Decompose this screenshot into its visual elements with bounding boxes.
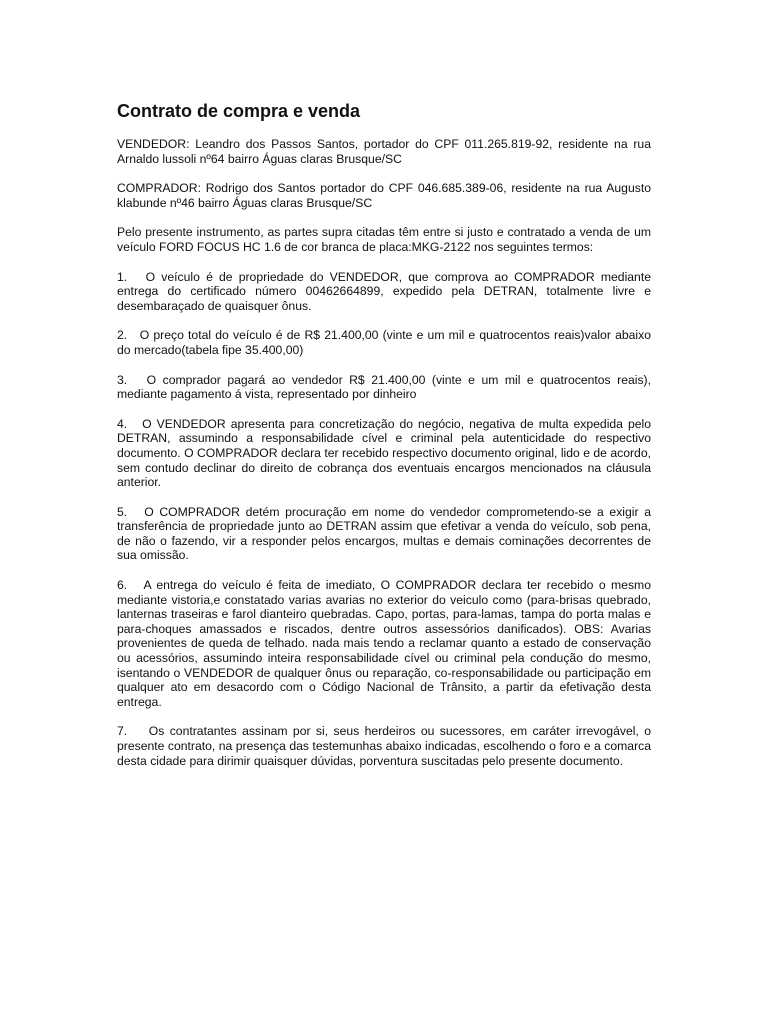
clause-2 — [117, 328, 651, 357]
clause-number: 2. — [117, 328, 128, 343]
clause-text: O preço total do veículo é de R$ 21.400,00 (vinte e um mil e quatrocentos reais)valor abaixo do mercado(tabela fipe 35.400,00) — [117, 328, 651, 357]
clause-text: O comprador pagará ao vendedor R$ 21.400,00 (vinte e um mil e quatrocentos reais), mediante pagamento á vista, representado por dinheiro — [117, 372, 651, 402]
clause-number: 3. — [117, 372, 128, 387]
clause-number: 4. — [117, 416, 128, 431]
document-title: Contrato de compra e venda — [117, 101, 361, 121]
clause-number: 1. — [117, 269, 128, 284]
clause-text: O veículo é de propriedade do VENDEDOR, que comprova ao COMPRADOR mediante entrega do certificado número 00462664899, expedido pela DETRAN, totalmente livre e desembaraçado de quaisquer ônus. — [117, 269, 651, 313]
clause-number: 5. — [117, 504, 128, 519]
clause-3 — [117, 373, 651, 402]
seller-paragraph: VENDEDOR: Leandro dos Passos Santos, portador do CPF 011.265.819-92, residente na rua Arnaldo lussoli nº64 bairro Águas claras Brusque/SC — [117, 137, 651, 166]
clause-4 — [117, 417, 651, 490]
clause-7 — [117, 724, 651, 768]
clause-number: 6. — [117, 578, 128, 593]
clause-6 — [117, 578, 651, 709]
clause-text: Os contratantes assinam por si, seus herdeiros ou sucessores, em caráter irrevogável, o presente contrato, na presença das testemunhas abaixo indicadas, escolhendo o foro e a comarca desta cidade para dirimir quaisquer dúvidas, porventura suscitadas pelo presente documento. — [117, 724, 651, 768]
clause-text: O COMPRADOR detém procuração em nome do vendedor comprometendo-se a exigir a transferência de propriedade junto ao DETRAN assim que efetivar a venda do veículo, sob pena, de não o fazendo, vir a responder pelos encargos, multas e demais cominações decorrentes de sua omissão. — [117, 504, 651, 563]
buyer-paragraph: COMPRADOR: Rodrigo dos Santos portador do CPF 046.685.389-06, residente na rua Augusto klabunde nº46 bairro Águas claras Brusque/SC — [117, 181, 651, 210]
clause-1 — [117, 270, 651, 314]
contract-page — [117, 100, 651, 783]
clause-5 — [117, 505, 651, 563]
intro-paragraph: Pelo presente instrumento, as partes supra citadas têm entre si justo e contratado a venda de um veículo FORD FOCUS HC 1.6 de cor branca de placa:MKG-2122 nos seguintes termos: — [117, 225, 651, 254]
clause-text: O VENDEDOR apresenta para concretização do negócio, negativa de multa expedida pelo DETRAN, assumindo a responsabilidade cível e criminal pela autenticidade do respectivo documento. O COMPRADOR declara ter recebido respectivo documento original, lido e de acordo, sem contudo declinar do direito de cobrança dos eventuais encargos mencionados na cláusula anterior. — [117, 416, 651, 490]
clause-number: 7. — [117, 724, 128, 739]
clause-text: A entrega do veículo é feita de imediato, O COMPRADOR declara ter recebido o mesmo mediante vistoria,e constatado varias avarias no exterior do veiculo como (para-brisas quebrado, lanternas traseiras e farol dianteiro quebradas. Capo, portas, para-lamas, tampa do porta malas e para-choques amassados e riscados, dentre outros assessórios danificados). OBS: Avarias provenientes de queda de telhado. nada mais tendo a reclamar quanto a estado de conservação ou acessórios, assumindo inteira responsabilidade cível ou criminal pela condução do mesmo, isentando o VENDEDOR de qualquer ônus ou reparação, co-responsabilidade ou participação em qualquer ato em desacordo com o Código Nacional de Trânsito, a partir da efetivação desta entrega. — [117, 578, 651, 709]
